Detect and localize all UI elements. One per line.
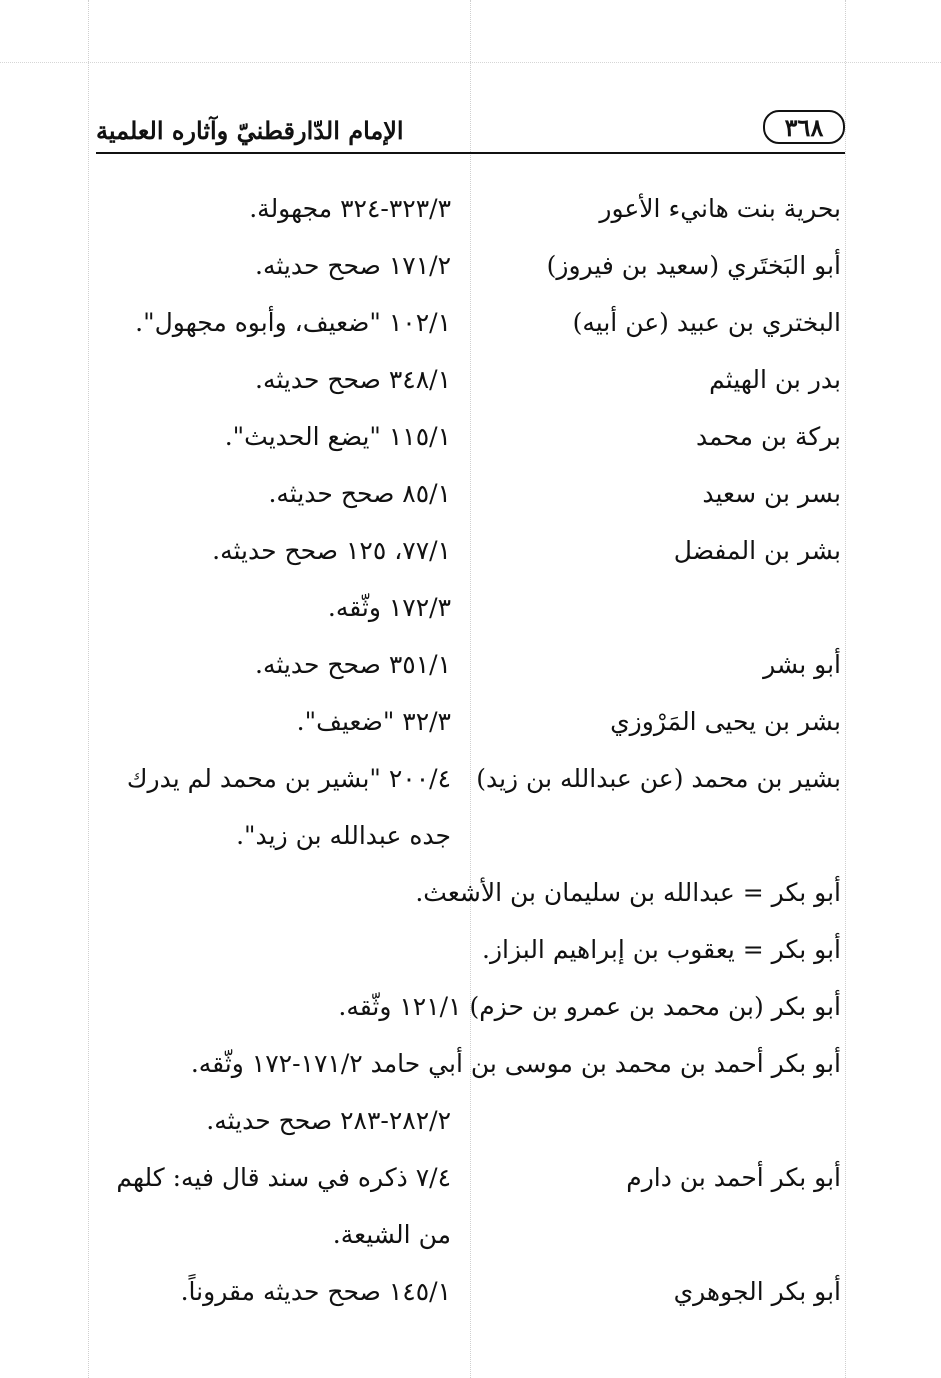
- scan-guide-line: [88, 0, 89, 1378]
- narrator-name: بشر بن يحيى المَرْوزي: [610, 707, 841, 736]
- index-entry: [96, 351, 841, 408]
- narrator-reference: ٣٥١/١ صحح حديثه.: [255, 650, 451, 679]
- index-entry: [96, 807, 841, 864]
- index-entry: [96, 579, 841, 636]
- index-entry: [96, 465, 841, 522]
- narrator-reference: ١٧١/٢ صحح حديثه.: [255, 251, 451, 280]
- index-entry: [96, 237, 841, 294]
- entry-text: أبو بكر = يعقوب بن إبراهيم البزاز.: [482, 935, 841, 964]
- narrator-reference: ١٠٢/١ "ضعيف، وأبوه مجهول".: [135, 308, 451, 337]
- narrator-name: بشير بن محمد (عن عبدالله بن زيد): [476, 764, 841, 793]
- narrator-reference: ١٧٢/٣ وثّقه.: [327, 593, 451, 622]
- narrator-reference: ١١٥/١ "يضع الحديث".: [224, 422, 451, 451]
- scan-guide-line: [845, 0, 846, 1378]
- narrator-name: بسر بن سعيد: [702, 479, 841, 508]
- page-number: ٣٦٨: [763, 110, 845, 144]
- entry-text: أبو بكر (بن محمد بن عمرو بن حزم) ١٢١/١ وثّقه.: [338, 992, 841, 1021]
- index-entry: [96, 1035, 841, 1092]
- narrator-reference: ٣٢/٣ "ضعيف".: [296, 707, 451, 736]
- narrator-reference: ٢٠٠/٤ "بشير بن محمد لم يدرك: [126, 764, 451, 793]
- index-entry: [96, 1206, 841, 1263]
- index-entry: [96, 921, 841, 978]
- index-entry: [96, 978, 841, 1035]
- narrator-name: أبو بكر الجوهري: [673, 1277, 841, 1306]
- narrator-name: بركة بن محمد: [695, 422, 841, 451]
- narrator-name: أبو البَختَري (سعيد بن فيروز): [546, 251, 841, 280]
- narrator-reference: ١٤٥/١ صحح حديثه مقروناً.: [180, 1277, 451, 1306]
- index-entry: [96, 1092, 841, 1149]
- narrator-name: بحرية بنت هانيء الأعور: [599, 194, 841, 223]
- narrator-reference: من الشيعة.: [332, 1220, 451, 1249]
- index-entry: [96, 522, 841, 579]
- narrator-reference: ٢٨٢/٢-٢٨٣ صحح حديثه.: [206, 1106, 451, 1135]
- narrator-index-list: [96, 180, 841, 1320]
- index-entry: [96, 180, 841, 237]
- narrator-reference: ٣٤٨/١ صحح حديثه.: [255, 365, 451, 394]
- narrator-reference: ٧٧/١، ١٢٥ صحح حديثه.: [212, 536, 451, 565]
- narrator-name: أبو بشر: [763, 650, 841, 679]
- entry-text: أبو بكر = عبدالله بن سليمان بن الأشعث.: [415, 878, 841, 907]
- book-title: الإمام الدّارقطنيّ وآثاره العلمية: [96, 116, 404, 145]
- narrator-reference: جده عبدالله بن زيد".: [236, 821, 451, 850]
- header-rule: [96, 152, 845, 154]
- scan-guide-line: [0, 62, 941, 63]
- index-entry: [96, 750, 841, 807]
- narrator-reference: ٧/٤ ذكره في سند قال فيه: كلهم: [116, 1163, 451, 1192]
- narrator-reference: ٣٢٣/٣-٣٢٤ مجهولة.: [249, 194, 451, 223]
- index-entry: [96, 408, 841, 465]
- index-entry: [96, 693, 841, 750]
- narrator-name: بدر بن الهيثم: [709, 365, 841, 394]
- index-entry: [96, 1263, 841, 1320]
- page-header: [96, 110, 845, 154]
- narrator-name: البختري بن عبيد (عن أبيه): [572, 308, 841, 337]
- index-entry: [96, 864, 841, 921]
- entry-text: أبو بكر أحمد بن محمد بن موسى بن أبي حامد ١٧١/٢-١٧٢ وثّقه.: [190, 1049, 841, 1078]
- index-entry: [96, 294, 841, 351]
- index-entry: [96, 636, 841, 693]
- narrator-name: أبو بكر أحمد بن دارم: [626, 1163, 841, 1192]
- index-entry: [96, 1149, 841, 1206]
- narrator-name: بشر بن المفضل: [673, 536, 841, 565]
- narrator-reference: ٨٥/١ صحح حديثه.: [268, 479, 451, 508]
